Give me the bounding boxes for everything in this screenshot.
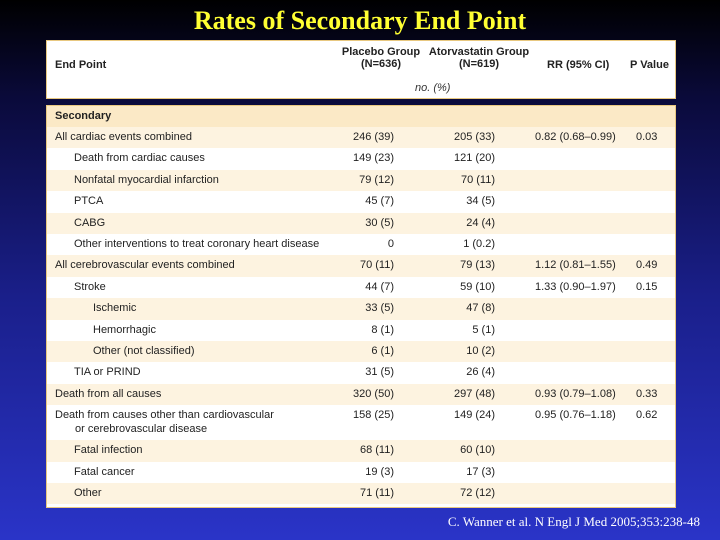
row-atorvastatin: 60 (10): [460, 444, 495, 457]
row-placebo: 158 (25): [353, 409, 394, 422]
row-placebo: 149 (23): [353, 152, 394, 165]
header-atorvastatin: [421, 46, 537, 70]
row-atorvastatin: 17 (3): [466, 465, 495, 478]
table-row: [47, 362, 675, 383]
row-p-value: 0.49: [636, 259, 658, 272]
row-placebo: 8 (1): [371, 323, 394, 336]
row-label: Fatal cancer: [74, 465, 135, 478]
table-row: [47, 320, 675, 341]
row-label: CABG: [74, 216, 106, 229]
section-label: Secondary: [47, 106, 675, 127]
row-label: Hemorrhagic: [93, 323, 156, 336]
row-p-value: 0.33: [636, 387, 658, 400]
header-placebo-line2: (N=636): [360, 58, 402, 70]
header-end-point: End Point: [55, 59, 107, 71]
row-rr: 0.82 (0.68–0.99): [535, 131, 616, 143]
table-row: [47, 405, 675, 440]
row-placebo: 79 (12): [359, 173, 394, 186]
row-placebo: 44 (7): [365, 280, 394, 293]
row-atorvastatin: 10 (2): [466, 345, 495, 357]
row-placebo: 31 (5): [365, 366, 394, 379]
row-placebo: 0: [387, 238, 394, 250]
row-atorvastatin: 5 (1): [472, 323, 495, 336]
table-row: [47, 483, 675, 504]
table-header: [46, 40, 676, 99]
row-placebo: 68 (11): [359, 444, 394, 457]
row-placebo: 33 (5): [365, 302, 394, 315]
table-row: [47, 191, 675, 212]
row-atorvastatin: 297 (48): [454, 387, 495, 400]
row-label: Stroke: [74, 280, 106, 293]
row-atorvastatin: 79 (13): [460, 259, 495, 272]
row-p-value: 0.62: [636, 409, 658, 422]
row-atorvastatin: 72 (12): [460, 487, 495, 499]
row-placebo: 6 (1): [371, 345, 394, 357]
row-label: TIA or PRIND: [74, 366, 141, 379]
row-atorvastatin: 47 (8): [466, 302, 495, 315]
table-row: [47, 462, 675, 483]
row-atorvastatin: 34 (5): [466, 195, 495, 208]
header-placebo-line1: Placebo Group: [341, 46, 421, 58]
row-atorvastatin: 205 (33): [454, 131, 495, 143]
row-rr: 1.12 (0.81–1.55): [535, 259, 616, 272]
row-placebo: 45 (7): [365, 195, 394, 208]
table-row: [47, 148, 675, 169]
row-atorvastatin: 24 (4): [466, 216, 495, 229]
table-row: [47, 127, 675, 148]
table-row: [47, 255, 675, 276]
row-label: Ischemic: [93, 302, 137, 315]
row-atorvastatin: 26 (4): [466, 366, 495, 379]
header-rr: RR (95% CI): [547, 59, 610, 71]
row-rr: 0.93 (0.79–1.08): [535, 387, 616, 400]
row-label: Fatal infection: [74, 444, 143, 457]
table-row: [47, 384, 675, 405]
row-rr: 1.33 (0.90–1.97): [535, 280, 616, 293]
slide-title: Rates of Secondary End Point: [193, 6, 527, 35]
row-placebo: 70 (11): [359, 259, 394, 272]
row-placebo: 246 (39): [353, 131, 394, 143]
row-atorvastatin: 59 (10): [460, 280, 495, 293]
row-label: Nonfatal myocardial infarction: [74, 173, 219, 186]
row-label: All cardiac events combined: [55, 131, 192, 143]
table-body: [46, 105, 676, 508]
table-row: [47, 440, 675, 461]
row-placebo: 320 (50): [353, 387, 394, 400]
header-unit: no. (%): [415, 82, 451, 94]
table-row: [47, 298, 675, 319]
row-label: Death from causes other than cardiovascular: [55, 409, 274, 422]
header-atorva-line1: Atorvastatin Group: [428, 46, 530, 58]
table-row: [47, 213, 675, 234]
header-placebo: [335, 46, 427, 70]
row-atorvastatin: 121 (20): [454, 152, 495, 165]
row-placebo: 30 (5): [365, 216, 394, 229]
table-row: [47, 170, 675, 191]
row-p-value: 0.03: [636, 131, 658, 143]
row-p-value: 0.15: [636, 280, 658, 293]
row-placebo: 71 (11): [359, 487, 394, 499]
table-row: [47, 277, 675, 298]
table-row: [47, 341, 675, 362]
table-row: [47, 234, 675, 255]
row-label: Other (not classified): [93, 345, 195, 357]
row-placebo: 19 (3): [365, 465, 394, 478]
row-label: Death from all causes: [55, 387, 162, 400]
row-atorvastatin: 70 (11): [460, 173, 495, 186]
row-atorvastatin: 149 (24): [454, 409, 495, 422]
row-label-continued: or cerebrovascular disease: [75, 423, 208, 436]
row-atorvastatin: 1 (0.2): [463, 238, 495, 250]
row-label: All cerebrovascular events combined: [55, 259, 235, 272]
row-label: PTCA: [74, 195, 104, 208]
citation: C. Wanner et al. N Engl J Med 2005;353:238-48: [447, 514, 700, 529]
row-label: Death from cardiac causes: [74, 152, 205, 165]
row-label: Other: [74, 487, 102, 499]
row-rr: 0.95 (0.76–1.18): [535, 409, 616, 422]
header-p-value: P Value: [630, 59, 669, 71]
row-label: Other interventions to treat coronary heart disease: [74, 238, 320, 250]
header-atorva-line2: (N=619): [458, 58, 500, 70]
